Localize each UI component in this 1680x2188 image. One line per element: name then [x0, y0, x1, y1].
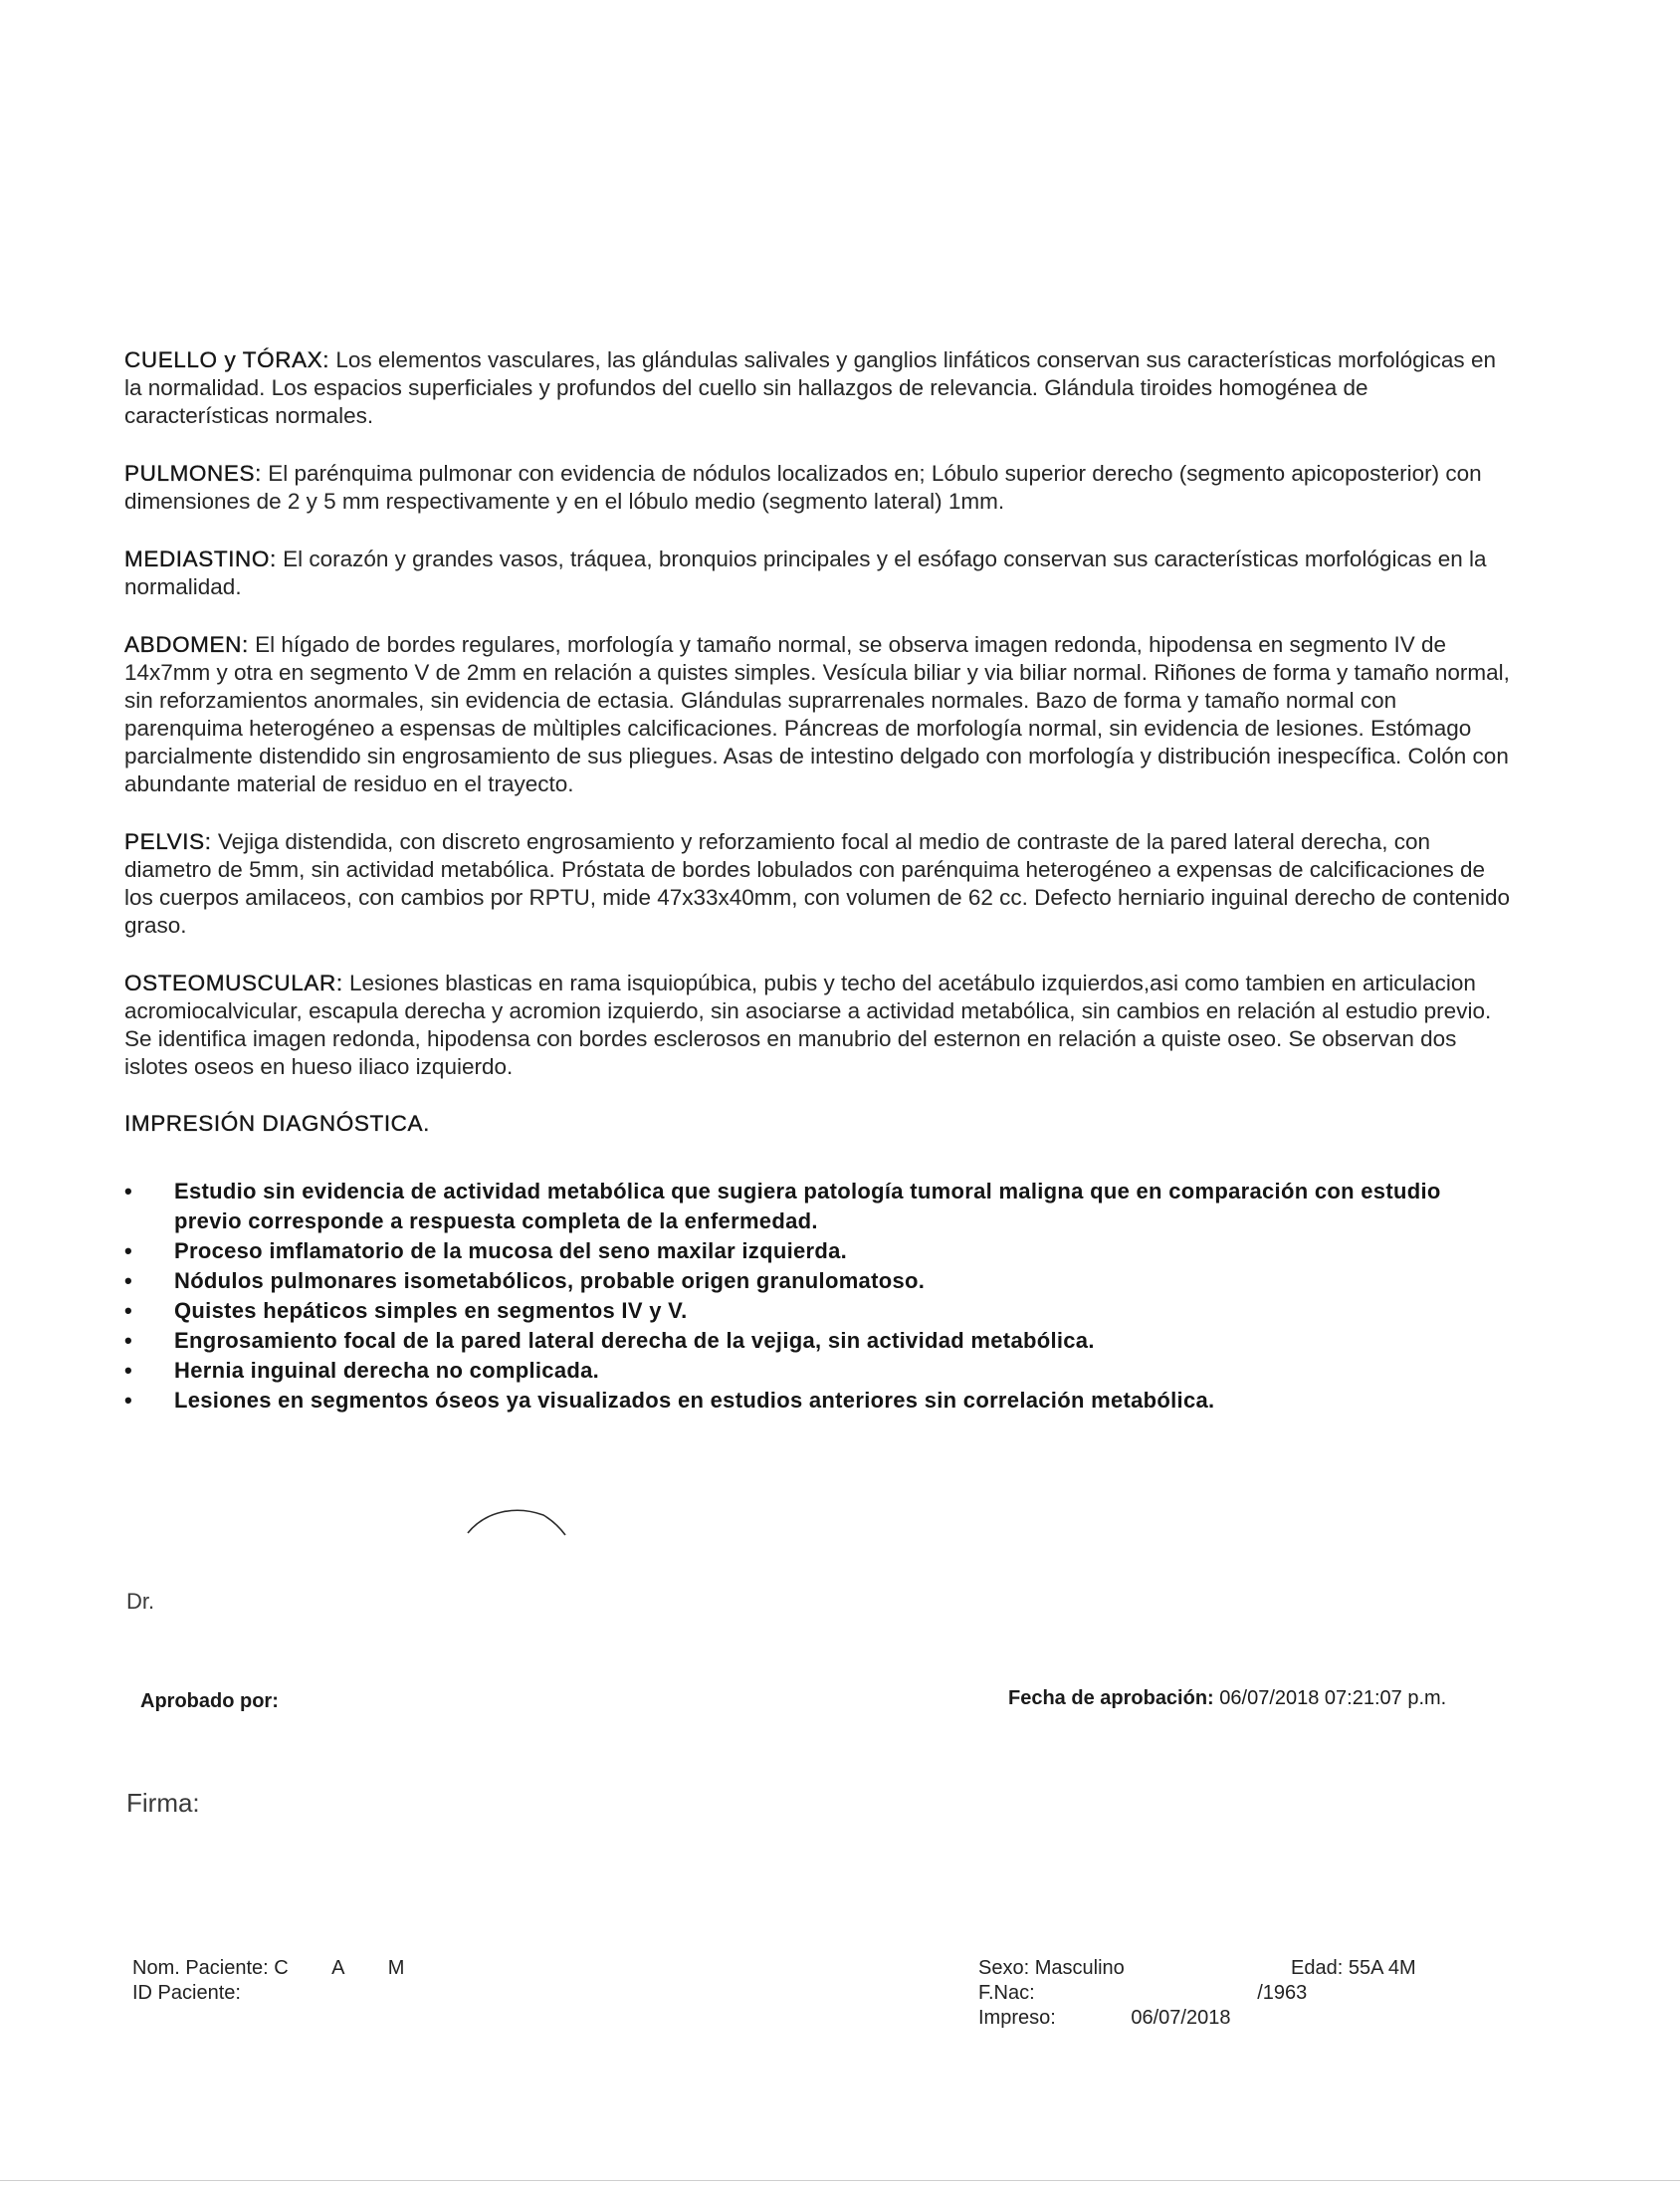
footer-details	[978, 1956, 1307, 2031]
impression-text: Quistes hepáticos simples en segmentos IV y V.	[174, 1298, 688, 1323]
scan-edge-line	[0, 2180, 1680, 2181]
finding-heading: MEDIASTINO:	[124, 547, 277, 571]
impression-item	[124, 1356, 1513, 1386]
finding-section	[124, 828, 1513, 940]
printed-value: 06/07/2018	[1131, 2007, 1231, 2029]
patient-name-label: Nom. Paciente:	[132, 1957, 269, 1979]
printed-row	[978, 2006, 1307, 2031]
impression-item	[124, 1386, 1513, 1416]
bullet-icon: •	[124, 1298, 133, 1323]
age-row	[1291, 1956, 1416, 1981]
impression-text: Engrosamiento focal de la pared lateral derecha de la vejiga, sin actividad metabólica.	[174, 1328, 1095, 1353]
age-label: Edad:	[1291, 1957, 1344, 1979]
bullet-icon: •	[124, 1358, 133, 1383]
finding-text: Los elementos vasculares, las glándulas salivales y ganglios linfáticos conservan sus características morfológicas en la normalidad. Los espacios superficiales y profundos del cuello sin hallazgos de relevancia. Glándula tiroides homogénea de características normales.	[124, 347, 1496, 428]
impression-text: Lesiones en segmentos óseos ya visualizados en estudios anteriores sin correlación metabólica.	[174, 1388, 1215, 1413]
finding-heading: PELVIS:	[124, 829, 212, 854]
impression-text: Hernia inguinal derecha no complicada.	[174, 1358, 600, 1383]
bullet-icon: •	[124, 1388, 133, 1413]
sex-value: Masculino	[1034, 1957, 1125, 1979]
footer-patient	[132, 1956, 404, 2006]
approval-date-label: Fecha de aprobación:	[1008, 1687, 1214, 1709]
findings-sections	[124, 346, 1513, 1081]
finding-heading: OSTEOMUSCULAR:	[124, 971, 343, 995]
finding-text: Lesiones blasticas en rama isquiopúbica, pubis y techo del acetábulo izquierdos,asi como tambien en articulacion acromiocalvicular, escapula derecha y acromion izquierdo, sin asociarse a actividad metabólica, sin cambios en relación al estudio previo. Se identifica imagen redonda, hipodensa con bordes esclerosos en manubrio del esternon en relación a quiste oseo. Se observan dos islotes oseos en hueso iliaco izquierdo.	[124, 971, 1492, 1079]
impression-text: Proceso imflamatorio de la mucosa del seno maxilar izquierda.	[174, 1238, 848, 1263]
finding-text: Vejiga distendida, con discreto engrosamiento y reforzamiento focal al medio de contraste de la pared lateral derecha, con diametro de 5mm, sin actividad metabólica. Próstata de bordes lobulados con parénquima heterogéneo a expensas de calcificaciones de los cuerpos amilaceos, con cambios por RPTU, mide 47x33x40mm, con volumen de 62 cc. Defecto herniario inguinal derecho de contenido graso.	[124, 829, 1510, 938]
finding-heading: PULMONES:	[124, 461, 262, 486]
finding-heading: ABDOMEN:	[124, 632, 249, 657]
impression-item	[124, 1326, 1513, 1356]
finding-section	[124, 546, 1513, 601]
impression-item	[124, 1266, 1513, 1296]
birth-row	[978, 1981, 1307, 2006]
impression-item	[124, 1177, 1513, 1236]
age-value: 55A 4M	[1348, 1957, 1416, 1979]
approval-date	[1008, 1687, 1446, 1710]
approval-date-value: 06/07/2018 07:21:07 p.m.	[1219, 1687, 1447, 1709]
impression-item	[124, 1236, 1513, 1266]
bullet-icon: •	[124, 1179, 133, 1203]
finding-text: El hígado de bordes regulares, morfología y tamaño normal, se observa imagen redonda, hipodensa en segmento IV de 14x7mm y otra en segmento V de 2mm en relación a quistes simples. Vesícula biliar y via biliar normal. Riñones de forma y tamaño normal, sin reforzamientos anormales, sin evidencia de ectasia. Glándulas suprarrenales normales. Bazo de forma y tamaño normal con parenquima heterogéneo a espensas de mùltiples calcificaciones. Páncreas de morfología normal, sin evidencia de lesiones. Estómago parcialmente distendido sin engrosamiento de sus pliegues. Asas de intestino delgado con morfología y distribución inespecífica. Colón con abundante material de residuo en el trayecto.	[124, 632, 1510, 796]
handwritten-mark-icon	[466, 1503, 585, 1543]
impression-title: IMPRESIÓN DIAGNÓSTICA.	[124, 1111, 430, 1136]
impression-item	[124, 1296, 1513, 1326]
patient-id-label: ID Paciente:	[132, 1982, 241, 2004]
impression-text: Estudio sin evidencia de actividad metabólica que sugiera patología tumoral maligna que en comparación con estudio previo corresponde a respuesta completa de la enfermedad.	[174, 1179, 1441, 1233]
finding-section	[124, 460, 1513, 516]
bullet-icon: •	[124, 1328, 133, 1353]
birth-value: /1963	[1257, 1982, 1308, 2004]
finding-section	[124, 970, 1513, 1081]
patient-name-value: C A M	[274, 1957, 405, 1979]
report-body	[124, 346, 1513, 1416]
finding-section	[124, 346, 1513, 430]
finding-section	[124, 631, 1513, 798]
footer-age	[1291, 1956, 1416, 1981]
doctor-label: Dr.	[126, 1589, 155, 1614]
bullet-icon: •	[124, 1268, 133, 1293]
finding-text: El corazón y grandes vasos, tráquea, bronquios principales y el esófago conservan sus características morfológicas en la normalidad.	[124, 547, 1487, 599]
bullet-icon: •	[124, 1238, 133, 1263]
approved-by-label: Aprobado por:	[140, 1690, 279, 1712]
sex-label: Sexo:	[978, 1957, 1030, 1979]
birth-label: F.Nac:	[978, 1982, 1035, 2004]
patient-id-row	[132, 1981, 404, 2006]
firma-label: Firma:	[126, 1788, 200, 1818]
patient-name-row	[132, 1956, 404, 1981]
finding-heading: CUELLO y TÓRAX:	[124, 347, 330, 372]
sex-row	[978, 1956, 1307, 1981]
impression-list	[124, 1177, 1513, 1416]
impression-text: Nódulos pulmonares isometabólicos, probable origen granulomatoso.	[174, 1268, 926, 1293]
finding-text: El parénquima pulmonar con evidencia de nódulos localizados en; Lóbulo superior derecho (segmento apicoposterior) con dimensiones de 2 y 5 mm respectivamente y en el lóbulo medio (segmento lateral) 1mm.	[124, 461, 1482, 514]
printed-label: Impreso:	[978, 2007, 1056, 2029]
